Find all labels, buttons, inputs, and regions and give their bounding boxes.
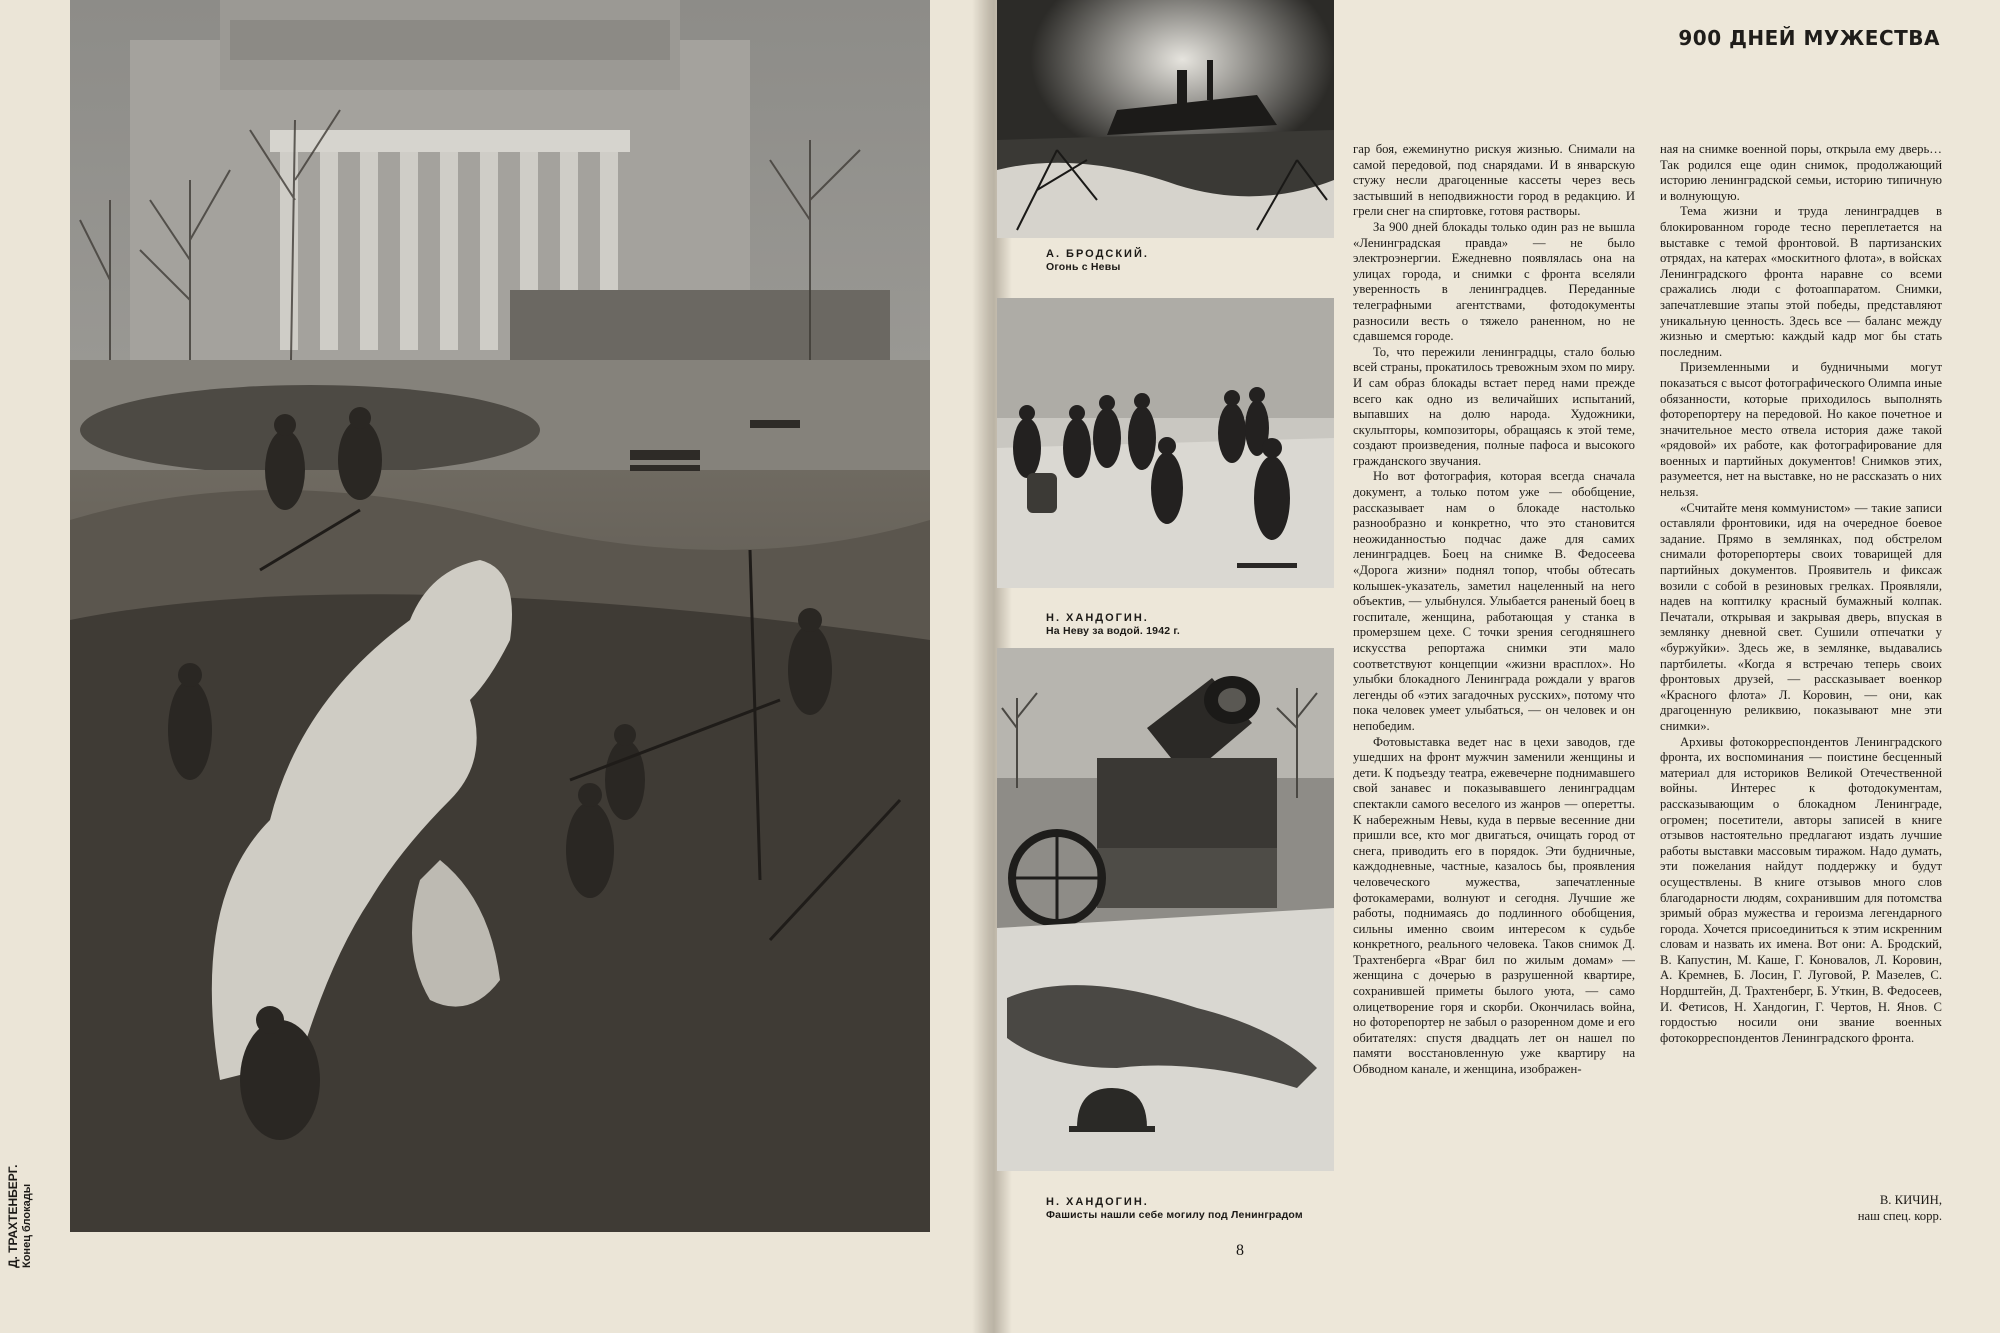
- photo-fire-from-neva-image: [997, 0, 1334, 238]
- page-number: 8: [1236, 1242, 1244, 1259]
- article-headline: 900 ДНЕЙ МУЖЕСТВА: [1678, 26, 1940, 50]
- caption-fire-from-neva-title: Огонь с Невы: [1046, 261, 1121, 273]
- photo-water-from-neva: [997, 298, 1334, 588]
- caption-fascists-grave-author: Н. ХАНДОГИН.: [1046, 1196, 1149, 1208]
- left-photo-author: Д. ТРАХТЕНБЕРГ.: [6, 1164, 20, 1268]
- photo-fascists-grave-image: [997, 648, 1334, 1171]
- column1-paragraph: То, что пережили ленинградцы, стало болью всей страны, прокатилось тревожным эхом по миру. И сам образ блокады встает перед нами прежде всего как одно из величайших испытаний, выпавших на долю народа. Художники, скульпторы, композиторы, обращаясь к этой теме, создают произведения, полные пафоса и высокого гражданского звучания.: [1353, 344, 1635, 468]
- photo-fascists-grave: [997, 648, 1334, 1171]
- photo-fire-from-neva: [997, 0, 1334, 238]
- caption-water-from-neva-author: Н. ХАНДОГИН.: [1046, 612, 1149, 624]
- column2-paragraph: «Считайте меня коммунистом» — такие записи оставляли фронтовики, идя на очередное боевое задание. Прямо в землянках, под обстрелом снимали фоторепортеры своих товарищей для партийных документов. Проявитель и фиксаж возили с собой в резиновых грелках. Проявляли, надев на коптилку красный бумажный колпак. Печатали, открывая и закрывая дверь, впуская в землянку дневной свет. Сушили отпечатки у «буржуйки». Здесь же, в землянке, выдавались партбилеты. «Когда я встречаю теперь своих фронтовых друзей, — рассказывает военкор «Красного флота» Л. Коровин, — они, как драгоценную реликвию, показывают мне эти снимки».: [1660, 500, 1942, 733]
- column1-paragraph: Фотовыставка ведет нас в цехи заводов, где ушедших на фронт мужчин заменили женщины и дети. К подъезду театра, ежевечерне поднимавшего свой занавес и показывавшего ленинградцам спектакли самого веселого из жанров — оперетты. К набережным Невы, куда в первые весенние дни пришли все, кто мог двигаться, очищать город от снега, приводить его в порядок. Эти будничные, каждодневные, частные, казалось бы, проявления человеческого мужества, запечатленные фотокамерами, волнуют и сегодня. Лучшие же работы, поднимаясь до подлинного обобщения, сильны именно своим интересом к судьбе конкретного, реального человека. Таков снимок Д. Трахтенберга «Враг бил по жилым домам» — женщина с дочерью в разрушенной квартире, сохранившей приметы былого уюта, — само олицетворение горя и скорби. Окончилась война, но фоторепортер не забыл о разоренном доме и его обитателях: спустя двадцать лет он нашел по памяти восстановленную уже квартиру на Обводном канале, и женщина, изображен-: [1353, 734, 1635, 1077]
- signature-name: В. КИЧИН,: [1879, 1193, 1942, 1207]
- signature-role: наш спец. корр.: [1857, 1209, 1942, 1223]
- column2-paragraph: Архивы фотокорреспондентов Ленинградского фронта, их воспоминания — поистине бесценный материал для историков Великой Отечественной войны. Интерес к фотодокументам, рассказывающим о блокадном Ленинграде, огромен; посетители, авторы записей в книге отзывов настоятельно предлагают издать лучшие работы выставки массовым тиражом. Надо думать, эти пожелания найдут поддержку и будут осуществлены. В книге отзывов много слов благодарности людям, сохранившим для потомства зримый образ мужества и героизма легендарного города. Хочется присоединиться к этим искренним словам и назвать их имена. Вот они: А. Бродский, В. Капустин, М. Каше, Г. Коновалов, Л. Коровин, А. Кремнев, Б. Лосин, Г. Луговой, Р. Мазелев, С. Нордштейн, Д. Трахтенберг, Б. Уткин, В. Федосеев, И. Фетисов, Н. Хандогин, Г. Чертов, Н. Янов. С гордостью носили они звание военных фотокорреспондентов Ленинградского фронта.: [1660, 734, 1942, 1045]
- photo-water-from-neva-image: [997, 298, 1334, 588]
- column1-paragraph: За 900 дней блокады только один раз не вышла «Ленинградская правда» — не было электроэнергии. Ежедневно появлялась она на улицах города, и снимки с фронта вселяли уверенность в ленинградцев. Переданные телеграфными агентствами, фотодокументы разносили весть о тяжело раненном, но не сдавшемся городе.: [1353, 219, 1635, 344]
- article-column-2: [1660, 142, 1942, 1046]
- left-photo-title: Конец блокады: [21, 1183, 33, 1268]
- author-signature: [1660, 1192, 1942, 1224]
- photo-end-of-blockade-image: [70, 0, 930, 1232]
- column1-paragraph: гар боя, ежеминутно рискуя жизнью. Снимали на самой передовой, под снарядами. И в январскую стужу несли драгоценные кассеты через весь застывший в неподвижности город в редакцию. И грели снег на спиртовке, готовя растворы.: [1353, 142, 1635, 219]
- column2-paragraph: ная на снимке военной поры, открыла ему дверь… Так родился еще один снимок, продолжающий историю ленинградской семьи, историю типичную и волнующую.: [1660, 142, 1942, 203]
- caption-fire-from-neva: [1046, 248, 1149, 274]
- caption-water-from-neva: [1046, 612, 1180, 638]
- article-column-1: [1353, 142, 1635, 1078]
- column1-paragraph: Но вот фотография, которая всегда сначала документ, а только потом уже — обобщение, рассказывает нам о блокаде настолько разнообразно и конкретно, что это становится неожиданностью подчас даже для самих ленинградцев. Боец на снимке В. Федосеева «Дорога жизни» поднял топор, чтобы обтесать колышек-указатель, заметил нацеленный на него объектив, — улыбнулся. Улыбается раненый боец в госпитале, женщина, работающая у станка в промерзшем цехе. С точки зрения сегодняшнего искусства репортажа снимки эти мало соответствуют концепции «жизни врасплох». Но улыбки блокадного Ленинграда рождали у врагов легенды об «этих загадочных русских», потому что пока человек умеет улыбаться, — он человек и он непобедим.: [1353, 469, 1635, 733]
- column2-paragraph: Тема жизни и труда ленинградцев в блокированном городе тесно переплетается на выставке с темой фронтовой. В партизанских отрядах, на катерах «москитного флота», в войсках Ленинградского фронта наравне со всеми сражались люди с фотоаппаратом. Снимки, запечатлевшие этапы этой победы, представляют уникальную ценность. Здесь все — баланс между жизнью и смертью: каждый кадр мог бы стать последним.: [1660, 204, 1942, 359]
- caption-water-from-neva-title: На Неву за водой. 1942 г.: [1046, 625, 1181, 637]
- photo-end-of-blockade: [70, 0, 930, 1232]
- caption-fascists-grave: [1046, 1196, 1303, 1222]
- caption-fire-from-neva-author: А. БРОДСКИЙ.: [1046, 248, 1149, 260]
- caption-fascists-grave-title: Фашисты нашли себе могилу под Ленинградом: [1046, 1209, 1303, 1221]
- column2-paragraph: Приземленными и будничными могут показаться с высот фотографического Олимпа иные обязанности, которые приходилось выполнять фоторепортеру на передовой. Но какое почетное и значительное место отвела история даже такой «рядовой» их работе, как фотографирование для военных и партийных документов! Снимков этих, разумеется, нет на выставке, но не рассказать о них нельзя.: [1660, 360, 1942, 500]
